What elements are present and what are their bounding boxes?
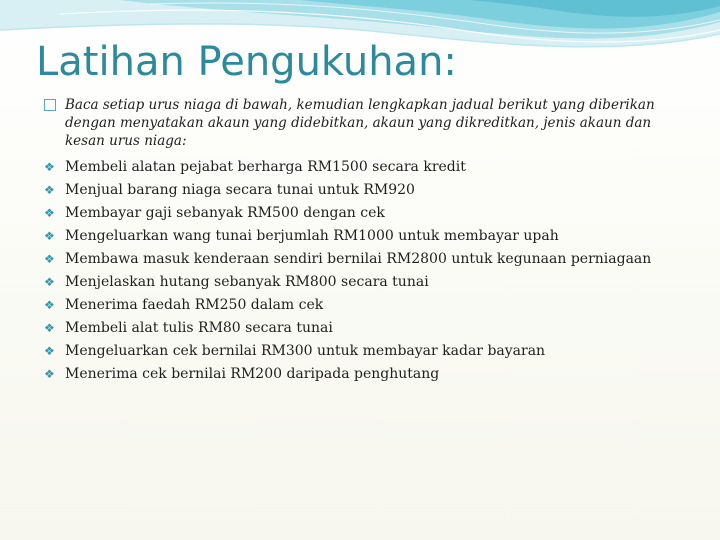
list-item-text: Menerima cek bernilai RM200 daripada penghutang [65,365,440,382]
diamond-flower-icon: ❖ [44,159,55,174]
diamond-flower-icon: ❖ [44,320,55,335]
list-item [44,270,684,293]
list-item-text: Mengeluarkan cek bernilai RM300 untuk membayar kadar bayaran [65,342,546,359]
diamond-flower-icon: ❖ [44,182,55,197]
list-item [44,178,684,201]
list-item [44,247,684,270]
list-item-text: Mengeluarkan wang tunai berjumlah RM1000 untuk membayar upah [65,227,559,244]
slide-title: Latihan Pengukuhan: [36,39,457,85]
list-item-text: Menerima faedah RM250 dalam cek [65,296,324,313]
diamond-flower-icon: ❖ [44,366,55,381]
list-item [44,362,684,385]
intro-text: Baca setiap urus niaga di bawah, kemudian lengkapkan jadual berikut yang diberikan dengan menyatakan akaun yang didebitkan, akaun yang dikreditkan, jenis akaun dan kesan urus niaga: [65,97,655,149]
diamond-flower-icon: ❖ [44,251,55,266]
list-item [44,224,684,247]
list-item [44,201,684,224]
list-item-text: Membawa masuk kenderaan sendiri bernilai RM2800 untuk kegunaan perniagaan [65,250,652,267]
diamond-flower-icon: ❖ [44,205,55,220]
diamond-flower-icon: ❖ [44,297,55,312]
list-item-text: Menjual barang niaga secara tunai untuk RM920 [65,181,415,198]
list-item [44,155,684,178]
diamond-flower-icon: ❖ [44,343,55,358]
transaction-list [44,155,684,385]
list-item-text: Membayar gaji sebanyak RM500 dengan cek [65,204,385,221]
list-item-text: Membeli alatan pejabat berharga RM1500 secara kredit [65,158,466,175]
list-item [44,293,684,316]
intro-paragraph [44,96,674,150]
square-outline-icon [44,99,56,111]
list-item-text: Membeli alat tulis RM80 secara tunai [65,319,333,336]
list-item [44,316,684,339]
diamond-flower-icon: ❖ [44,228,55,243]
list-item [44,339,684,362]
list-item-text: Menjelaskan hutang sebanyak RM800 secara tunai [65,273,429,290]
diamond-flower-icon: ❖ [44,274,55,289]
